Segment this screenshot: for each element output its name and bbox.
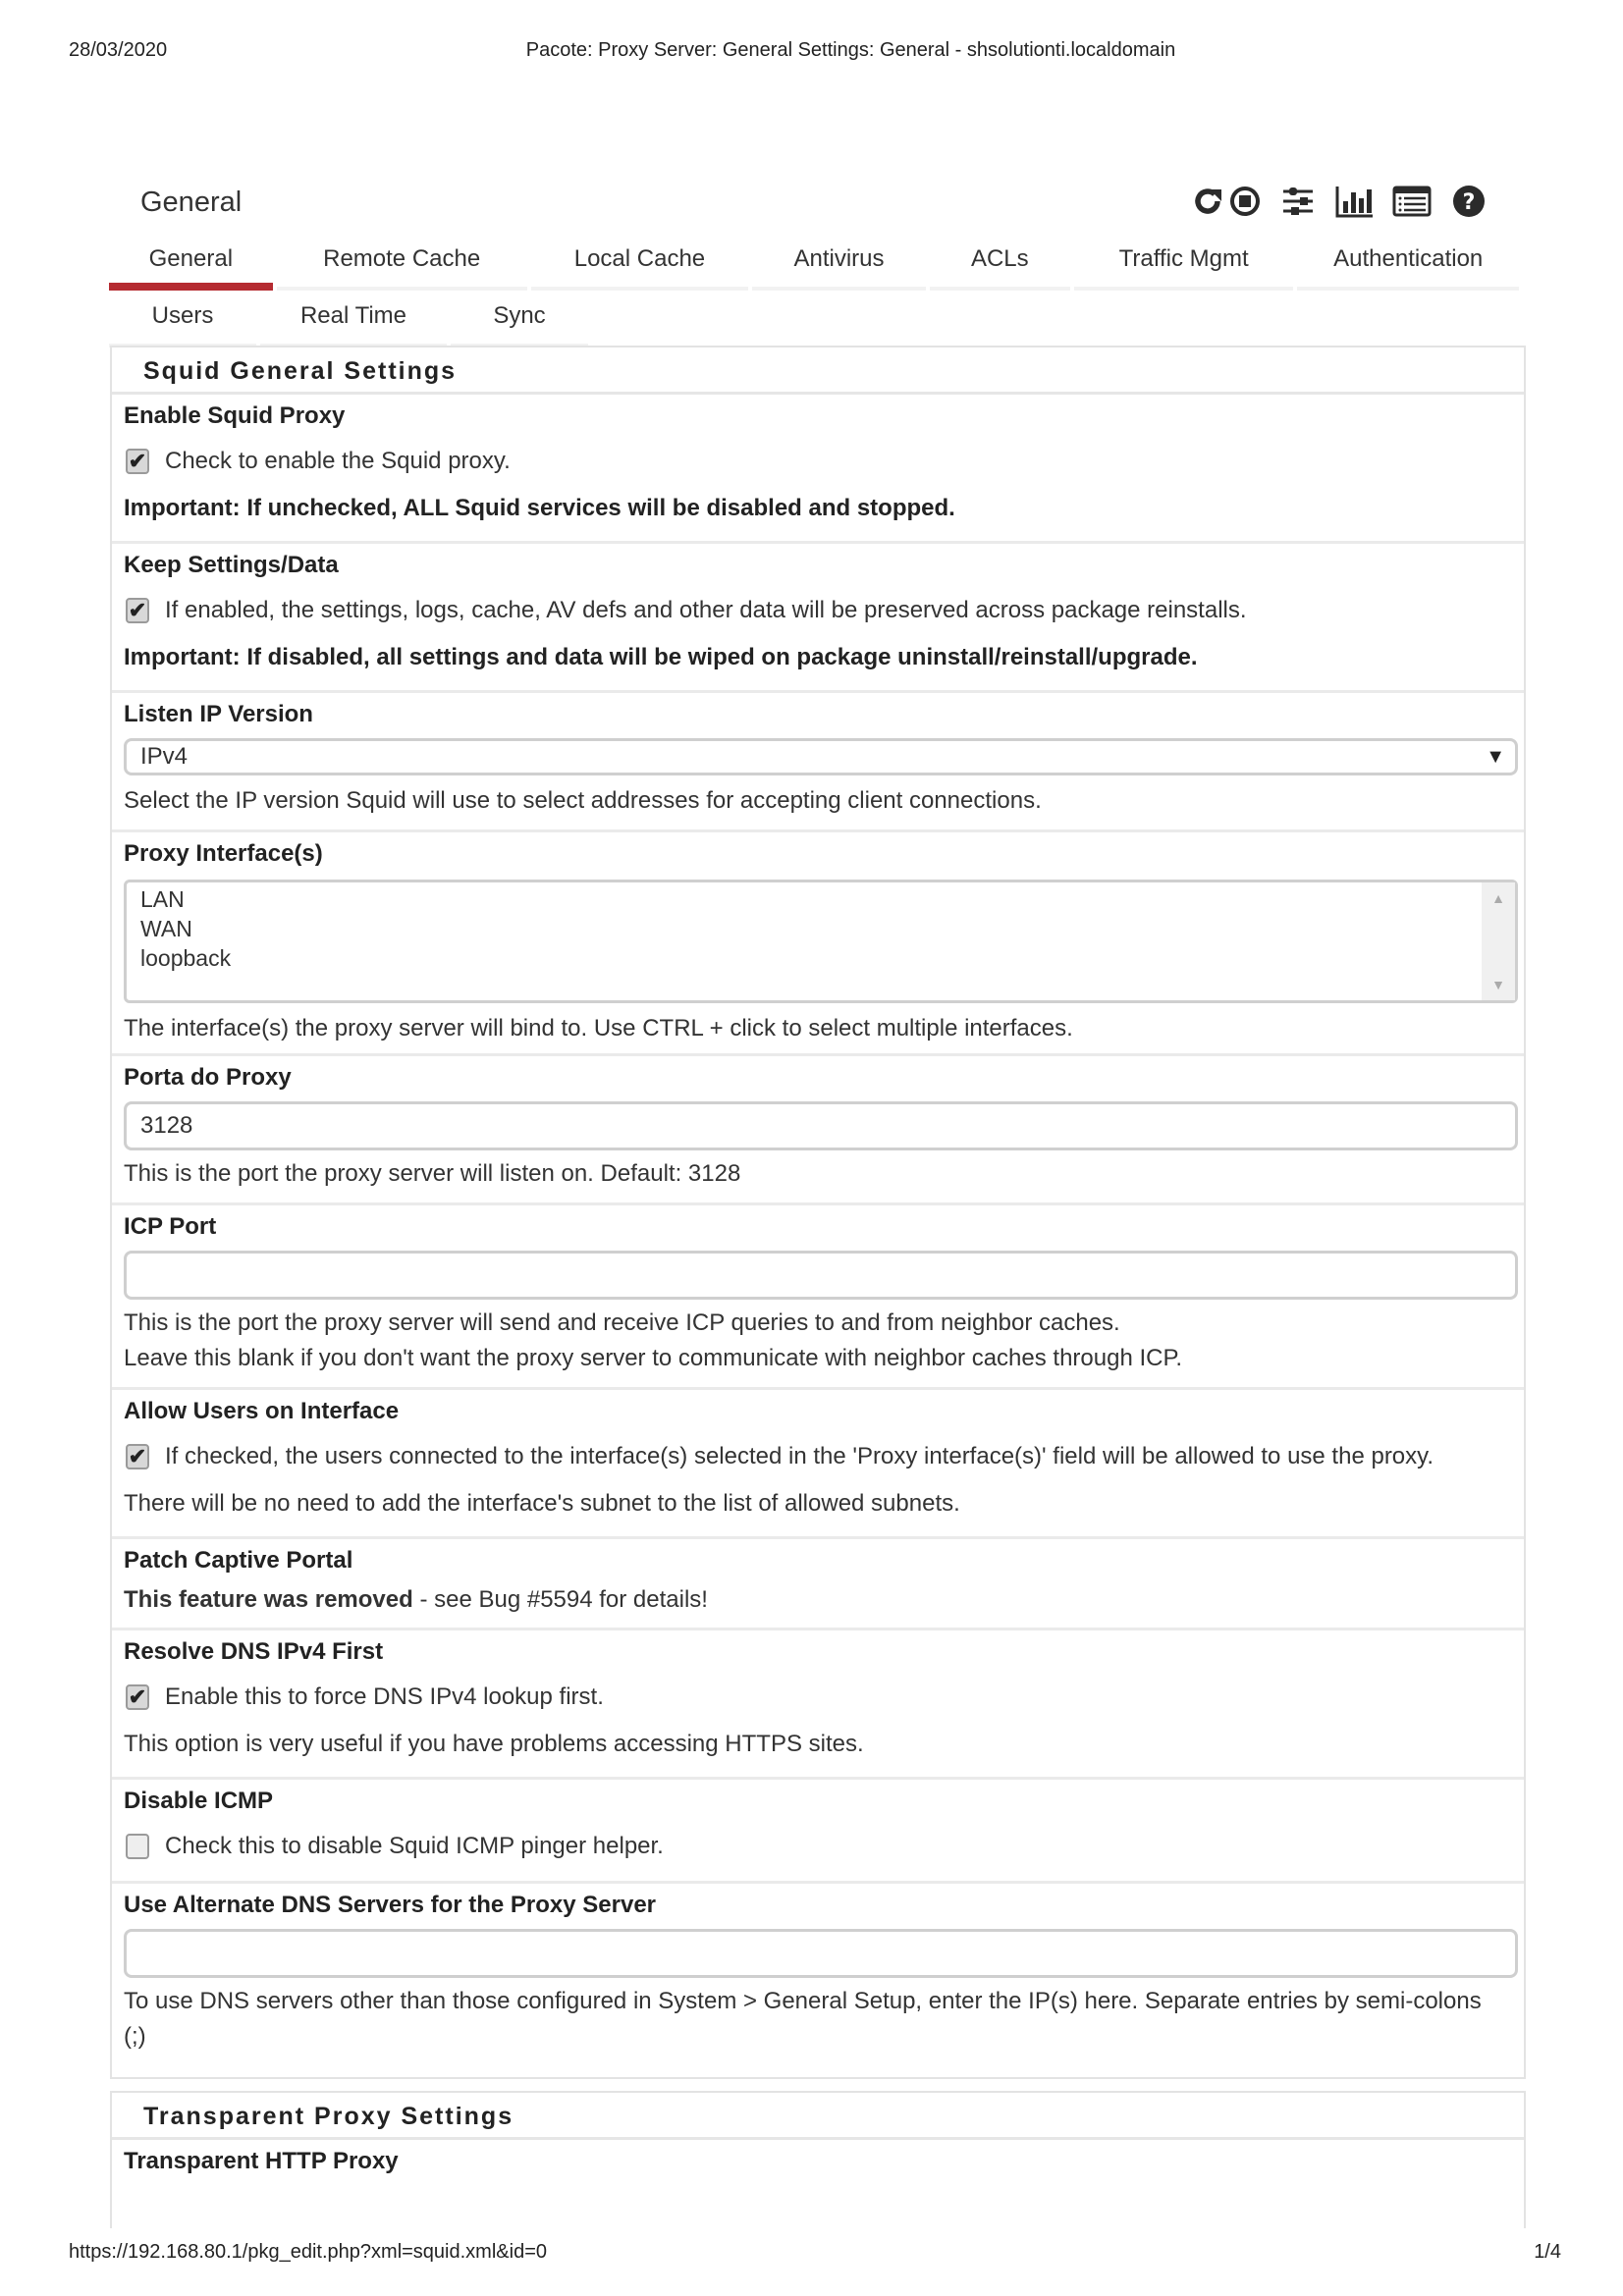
checkmark-icon: ✔ [128,598,147,622]
print-url: https://192.168.80.1/pkg_edit.php?xml=squid.xml&id=0 [69,2241,547,2263]
bug-reference: - see Bug #5594 for details! [412,1586,708,1613]
field-transparent-http-proxy [112,2140,1524,2183]
print-page-number: 1/4 [1534,2241,1561,2263]
field-label: Resolve DNS IPv4 First [124,1638,384,1665]
checkbox-label: Check to enable the Squid proxy. [165,448,511,474]
transparent-proxy-settings-panel [110,2091,1526,2228]
tab-sync[interactable]: Sync [451,296,588,347]
checkbox-label: If checked, the users connected to the interface(s) selected in the 'Proxy interface(s)' field will be allowed to use the proxy. [165,1443,1434,1469]
field-label: Use Alternate DNS Servers for the Proxy Server [124,1892,657,1918]
enable-squid-checkbox[interactable] [126,449,149,474]
tab-general[interactable]: General [109,240,273,291]
disable-icmp-checkbox[interactable] [126,1834,149,1859]
checkmark-icon: ✔ [128,1444,147,1468]
proxy-interfaces-listbox[interactable] [124,880,1518,1003]
page-title: General [140,187,243,218]
resolve-dns-checkbox[interactable] [126,1684,149,1710]
help-text: Select the IP version Squid will use to select addresses for accepting client connections. [124,787,1042,814]
field-label: Porta do Proxy [124,1064,292,1091]
checkbox-label: Enable this to force DNS IPv4 lookup first. [165,1683,604,1710]
help-icon[interactable] [1448,180,1489,223]
svg-text:?: ? [1462,190,1476,215]
help-text: To use DNS servers other than those configured in System > General Setup, enter the IP(s) here. Separate entries by semi-colons (;) [124,1988,1482,2050]
alternate-dns-input[interactable] [124,1929,1518,1978]
tab-bar-secondary [109,296,1523,347]
restart-icon[interactable] [1191,180,1224,223]
log-list-icon[interactable] [1391,180,1433,223]
field-label: Listen IP Version [124,701,313,727]
tab-local-cache[interactable]: Local Cache [531,240,749,291]
help-text: This is the port the proxy server will listen on. Default: 3128 [124,1160,741,1187]
field-disable-icmp [112,1780,1524,1884]
listen-ip-version-select[interactable] [124,738,1518,775]
field-icp-port [112,1205,1524,1390]
removed-notice: This feature was removed [124,1586,413,1613]
tab-traffic-mgmt[interactable]: Traffic Mgmt [1074,240,1294,291]
scroll-down-icon[interactable]: ▼ [1491,977,1505,992]
field-label: Keep Settings/Data [124,552,339,578]
checkbox-label: Check this to disable Squid ICMP pinger helper. [165,1833,664,1859]
help-text: The interface(s) the proxy server will bind to. Use CTRL + click to select multiple interfaces. [124,1015,1073,1041]
help-text: This is the port the proxy server will send and receive ICP queries to and from neighbor caches. [124,1309,1120,1336]
tab-authentication[interactable]: Authentication [1297,240,1519,291]
squid-general-settings-panel [110,346,1526,2079]
listbox-option-loopback[interactable]: loopback [140,945,232,971]
help-text: Leave this blank if you don't want the proxy server to communicate with neighbor caches through ICP. [124,1345,1183,1371]
panel-heading: Transparent Proxy Settings [112,2093,1524,2140]
field-alternate-dns [112,1884,1524,2068]
bar-chart-icon[interactable] [1334,180,1376,223]
field-keep-settings [112,544,1524,693]
field-label: Allow Users on Interface [124,1398,400,1424]
tab-users[interactable]: Users [109,296,256,347]
scroll-up-icon[interactable]: ▲ [1491,890,1505,906]
field-label: Enable Squid Proxy [124,402,346,429]
tab-remote-cache[interactable]: Remote Cache [277,240,527,291]
dropdown-arrow-icon: ▼ [1486,746,1505,768]
field-allow-users-on-interface [112,1390,1524,1539]
field-label: Transparent HTTP Proxy [124,2148,399,2174]
field-listen-ip-version [112,693,1524,832]
listbox-scrollbar[interactable] [1482,882,1515,1000]
listbox-option-lan[interactable]: LAN [140,886,185,912]
field-label: Patch Captive Portal [124,1547,353,1574]
settings-sliders-icon[interactable] [1277,180,1319,223]
proxy-port-input[interactable]: 3128 [124,1101,1518,1150]
field-resolve-dns-ipv4 [112,1630,1524,1780]
field-proxy-interfaces [112,832,1524,1056]
stop-icon[interactable] [1228,180,1262,223]
help-text: This option is very useful if you have problems accessing HTTPS sites. [124,1731,864,1757]
field-patch-captive-portal [112,1539,1524,1630]
keep-settings-checkbox[interactable] [126,598,149,623]
icp-port-input[interactable] [124,1251,1518,1300]
print-title: Pacote: Proxy Server: General Settings: General - shsolutionti.localdomain [525,39,1176,61]
important-note: Important: If unchecked, ALL Squid services will be disabled and stopped. [124,495,955,521]
important-note: Important: If disabled, all settings and data will be wiped on package uninstall/reinstall/upgrade. [124,644,1198,670]
checkmark-icon: ✔ [128,449,147,473]
tab-antivirus[interactable]: Antivirus [752,240,926,291]
help-text [124,1582,1514,1618]
print-header [0,39,1623,69]
tab-bar-primary [109,240,1523,291]
checkmark-icon: ✔ [128,1684,147,1709]
allow-users-checkbox[interactable] [126,1444,149,1469]
service-toolbar [1191,180,1489,223]
field-proxy-port [112,1056,1524,1205]
tab-acls[interactable]: ACLs [930,240,1070,291]
panel-heading: Squid General Settings [112,347,1524,395]
tab-real-time[interactable]: Real Time [260,296,447,347]
help-text: There will be no need to add the interface's subnet to the list of allowed subnets. [124,1490,960,1517]
field-label: Disable ICMP [124,1788,274,1814]
field-label: Proxy Interface(s) [124,840,323,867]
checkbox-label: If enabled, the settings, logs, cache, AV defs and other data will be preserved across package reinstalls. [165,597,1247,623]
field-label: ICP Port [124,1213,217,1240]
field-enable-squid [112,395,1524,544]
print-date: 28/03/2020 [69,39,168,61]
select-value: IPv4 [140,743,189,770]
listbox-option-wan[interactable]: WAN [140,916,192,941]
print-footer [0,2241,1623,2270]
